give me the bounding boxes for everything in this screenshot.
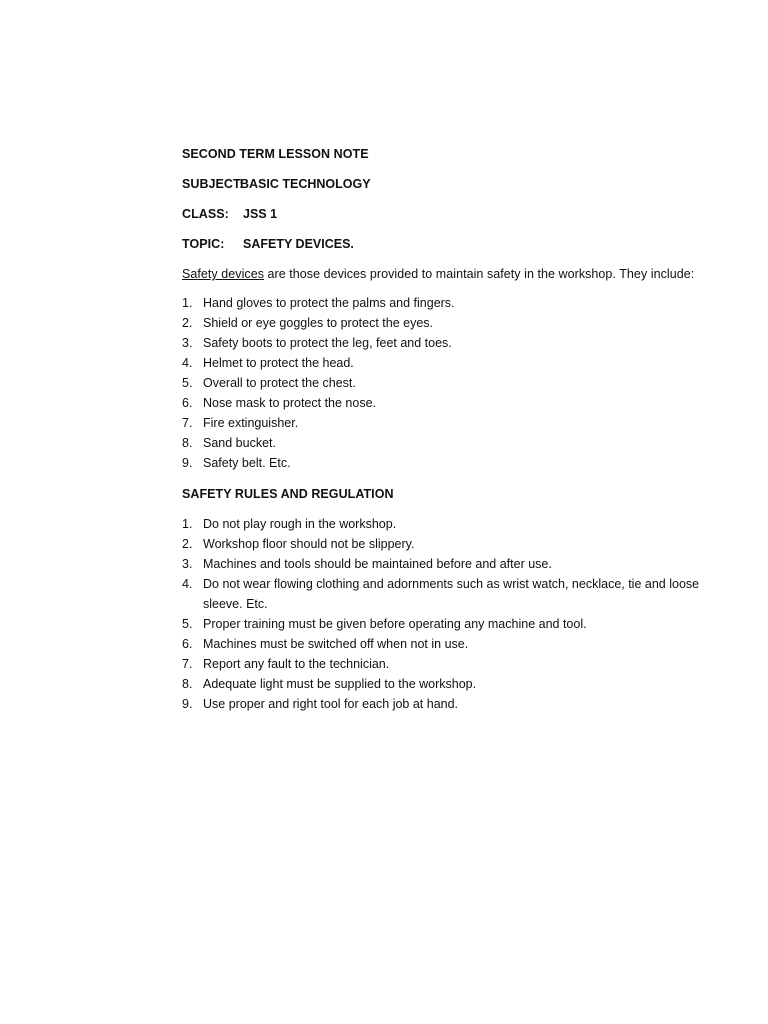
list-item [182, 674, 723, 694]
list-item [182, 614, 723, 634]
list-number: 6. [182, 637, 193, 651]
list-number: 6. [182, 396, 193, 410]
topic-value: SAFETY DEVICES. [243, 237, 354, 251]
list-item [182, 313, 723, 333]
document-title: SECOND TERM LESSON NOTE [182, 147, 369, 161]
list-text: Use proper and right tool for each job at hand. [203, 697, 459, 711]
subject-value: BASIC TECHNOLOGY [240, 177, 371, 191]
class-value: JSS 1 [243, 207, 278, 221]
list-number: 4. [182, 356, 193, 370]
list-number: 3. [182, 557, 193, 571]
list-number: 4. [182, 577, 193, 591]
list-text: Report any fault to the technician. [203, 657, 390, 671]
list-number: 3. [182, 336, 193, 350]
list-item [182, 433, 723, 453]
list-number: 1. [182, 296, 193, 310]
list-item [182, 514, 723, 534]
list-item [182, 353, 723, 373]
list-text: Workshop floor should not be slippery. [203, 537, 415, 551]
list-text: Safety boots to protect the leg, feet and toes. [203, 336, 452, 350]
topic-label: TOPIC: [182, 237, 225, 251]
list-number: 9. [182, 697, 193, 711]
list-item [182, 574, 723, 614]
list-text: Proper training must be given before operating any machine and tool. [203, 617, 587, 631]
list-text: Helmet to protect the head. [203, 356, 354, 370]
intro-paragraph [182, 267, 694, 281]
list-item [182, 634, 723, 654]
list-item [182, 534, 723, 554]
list-item [182, 694, 723, 714]
list-text: Shield or eye goggles to protect the eyes. [203, 316, 434, 330]
list-text: Machines and tools should be maintained before and after use. [203, 557, 552, 571]
intro-term: Safety devices [182, 267, 264, 281]
list-text: Do not wear flowing clothing and adornments such as wrist watch, necklace, tie and loose sleeve. Etc. [203, 577, 700, 611]
list-item [182, 453, 723, 473]
list-number: 8. [182, 436, 193, 450]
list-text: Overall to protect the chest. [203, 376, 356, 390]
safety-rules-list [182, 514, 723, 714]
list-text: Fire extinguisher. [203, 416, 299, 430]
list-number: 8. [182, 677, 193, 691]
list-text: Safety belt. Etc. [203, 456, 291, 470]
list-item [182, 554, 723, 574]
list-text: Adequate light must be supplied to the workshop. [203, 677, 477, 691]
subject-label: SUBJECT: [182, 177, 244, 191]
list-text: Nose mask to protect the nose. [203, 396, 377, 410]
list-item [182, 393, 723, 413]
list-number: 2. [182, 316, 193, 330]
rules-heading: SAFETY RULES AND REGULATION [182, 487, 394, 501]
list-item [182, 293, 723, 313]
list-text: Hand gloves to protect the palms and fingers. [203, 296, 455, 310]
safety-devices-list [182, 293, 723, 473]
list-number: 2. [182, 537, 193, 551]
list-number: 7. [182, 657, 193, 671]
list-text: Do not play rough in the workshop. [203, 517, 397, 531]
list-number: 5. [182, 376, 193, 390]
list-number: 7. [182, 416, 193, 430]
list-number: 1. [182, 517, 193, 531]
list-text: Sand bucket. [203, 436, 276, 450]
list-item [182, 373, 723, 393]
list-item [182, 333, 723, 353]
list-item [182, 654, 723, 674]
list-text: Machines must be switched off when not in use. [203, 637, 469, 651]
list-number: 5. [182, 617, 193, 631]
class-label: CLASS: [182, 207, 229, 221]
list-number: 9. [182, 456, 193, 470]
list-item [182, 413, 723, 433]
intro-text: are those devices provided to maintain safety in the workshop. They include: [264, 267, 695, 281]
